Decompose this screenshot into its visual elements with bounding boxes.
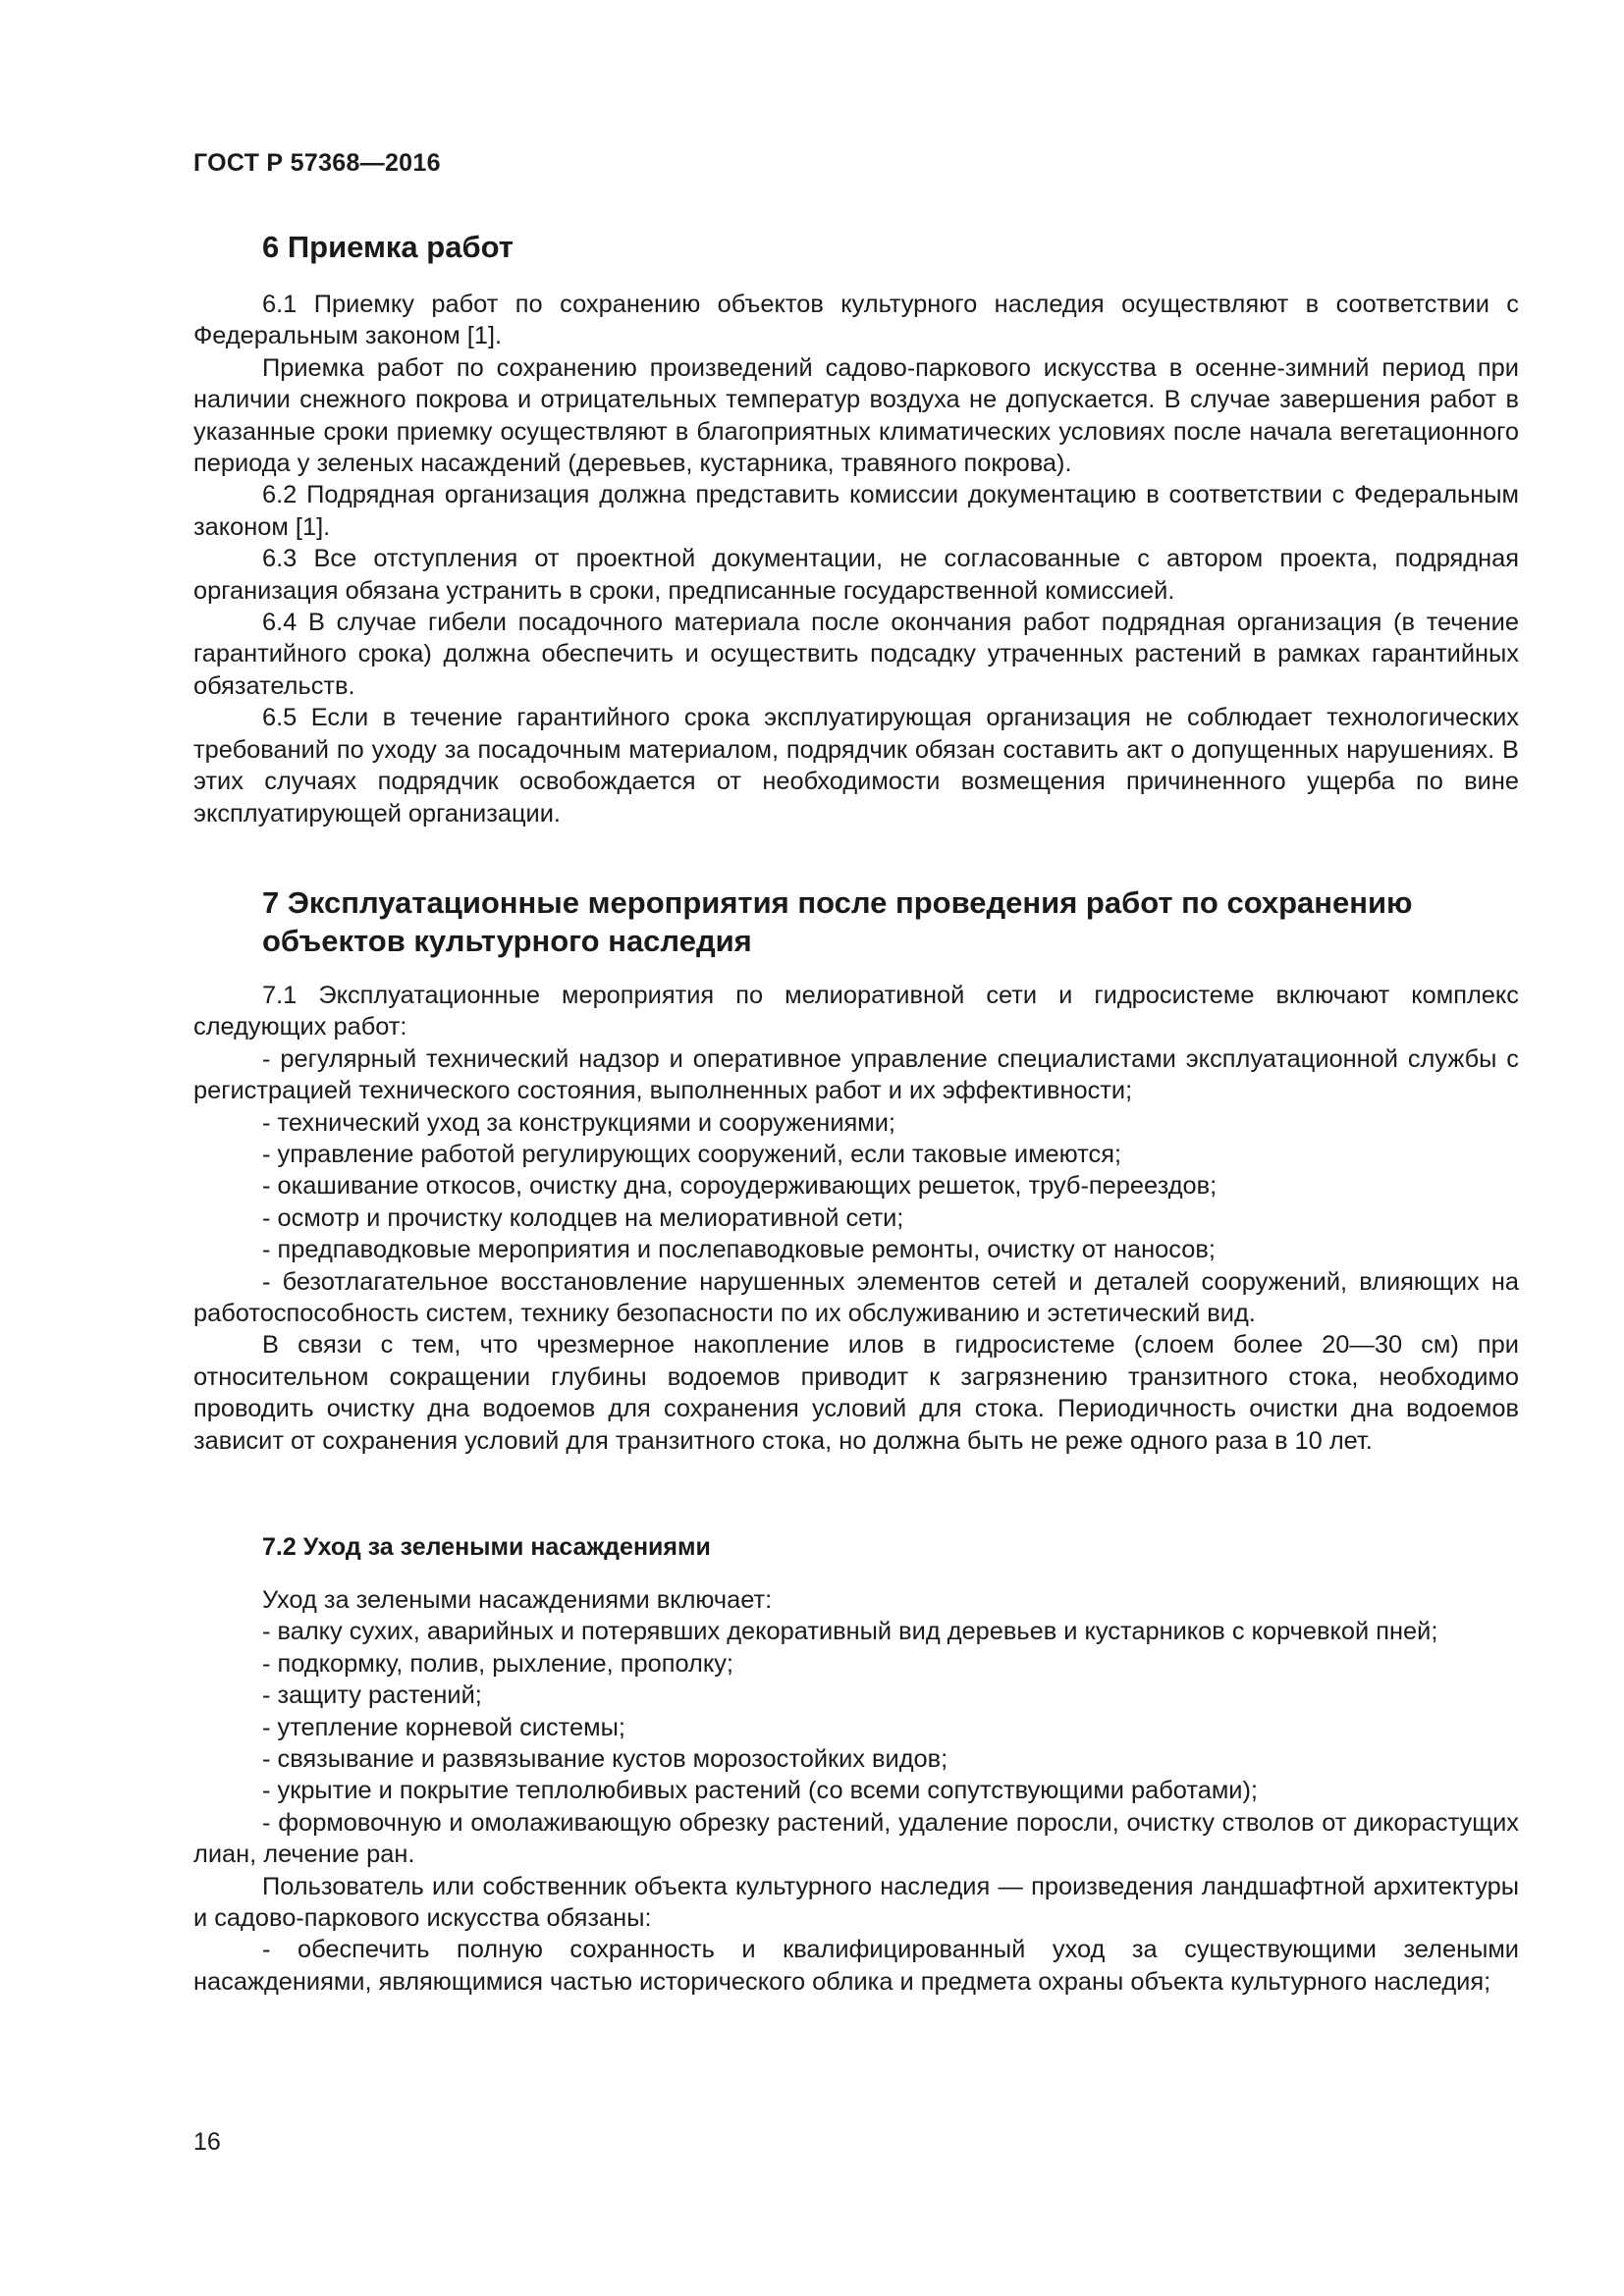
section-6 bbox=[193, 228, 1519, 829]
document-code: ГОСТ Р 57368—2016 bbox=[193, 149, 441, 177]
list-item: - регулярный технический надзор и оперативное управление специалистами эксплуатационной службы с регистрацией технического состояния, выполненных работ и их эффективности; bbox=[193, 1044, 1519, 1105]
list-item: - подкормку, полив, рыхление, прополку; bbox=[262, 1649, 733, 1678]
section-7-title: 7 Эксплуатационные мероприятия после проведения работ по сохранению объектов культурного наследия bbox=[262, 885, 1413, 958]
section-6-title: 6 Приемка работ bbox=[262, 230, 514, 264]
section-7-2 bbox=[193, 1531, 1519, 1998]
paragraph: 6.5 Если в течение гарантийного срока эксплуатирующая организация не соблюдает технологических требований по уходу за посадочным материалом, подрядчик обязан составить акт о допущенных нарушениях. В этих случаях подрядчик освобождается от необходимости возмещения причиненного ущерба по вине эксплуатирующей организации. bbox=[193, 704, 1519, 828]
paragraph: Пользователь или собственник объекта культурного наследия — произведения ландшафтной архитектуры и садово-паркового искусства обязаны: bbox=[193, 1872, 1519, 1933]
list-item: - осмотр и прочистку колодцев на мелиоративной сети; bbox=[262, 1203, 904, 1232]
section-7 bbox=[193, 883, 1519, 1457]
list-item: - защиту растений; bbox=[262, 1682, 482, 1710]
list-item: - укрытие и покрытие теплолюбивых растений (со всеми сопутствующими работами); bbox=[262, 1777, 1258, 1805]
section-7-2-title: 7.2 Уход за зелеными насаждениями bbox=[262, 1533, 711, 1561]
paragraph: 6.2 Подрядная организация должна представить комиссии документацию в соответствии с Федеральным законом [1]. bbox=[193, 481, 1519, 541]
paragraph: В связи с тем, что чрезмерное накопление илов в гидросистеме (слоем более 20—30 см) при относительном сокращении глубины водоемов приводит к загрязнению транзитного стока, необходимо проводить очистку дна водоемов для сохранения условий для стока. Периодичность очистки дна водоемов зависит от сохранения условий для транзитного стока, но должна быть не реже одного раза в 10 лет. bbox=[193, 1331, 1519, 1455]
list-item: - управление работой регулирующих сооружений, если таковые имеются; bbox=[262, 1141, 1121, 1169]
list-item: - валку сухих, аварийных и потерявших декоративный вид деревьев и кустарников с корчевкой пней; bbox=[262, 1618, 1438, 1646]
paragraph: 6.4 В случае гибели посадочного материала после окончания работ подрядная организация (в течение гарантийного срока) должна обеспечить и осуществить подсадку утраченных растений в рамках гарантийных обязательств. bbox=[193, 609, 1519, 700]
paragraph: 6.3 Все отступления от проектной документации, не согласованные с автором проекта, подрядная организация обязана устранить в сроки, предписанные государственной комиссией. bbox=[193, 545, 1519, 605]
page-number: 16 bbox=[193, 2128, 221, 2156]
list-item: - утепление корневой системы; bbox=[262, 1713, 625, 1741]
paragraph: Уход за зелеными насаждениями включает: bbox=[262, 1586, 773, 1614]
paragraph: Приемка работ по сохранению произведений садово-паркового искусства в осенне-зимний период при наличии снежного покрова и отрицательных температур воздуха не допускается. В случае завершения работ в указанные сроки приемку осуществляют в благоприятных климатических условиях после начала вегетационного периода у зеленых насаждений (деревьев, кустарника, травяного покрова). bbox=[193, 353, 1519, 478]
paragraph: 7.1 Эксплуатационные мероприятия по мелиоративной сети и гидросистеме включают комплекс следующих работ: bbox=[193, 982, 1519, 1041]
list-item: - связывание и развязывание кустов морозостойких видов; bbox=[262, 1745, 948, 1774]
list-item: - обеспечить полную сохранность и квалифицированный уход за существующими зелеными насаждениями, являющимися частью исторического облика и предмета охраны объекта культурного наследия; bbox=[193, 1936, 1519, 1996]
list-item: - технический уход за конструкциями и сооружениями; bbox=[262, 1108, 895, 1137]
list-item: - предпаводковые мероприятия и послепаводковые ремонты, очистку от наносов; bbox=[262, 1236, 1216, 1264]
paragraph: 6.1 Приемку работ по сохранению объектов культурного наследия осуществляют в соответствии с Федеральным законом [1]. bbox=[193, 291, 1519, 350]
list-item: - окашивание откосов, очистку дна, сороудерживающих решеток, труб-переездов; bbox=[262, 1172, 1218, 1201]
list-item: - безотлагательное восстановление нарушенных элементов сетей и деталей сооружений, влияющих на работоспособность систем, технику безопасности по их обслуживанию и эстетический вид. bbox=[193, 1267, 1519, 1328]
list-item: - формовочную и омолаживающую обрезку растений, удаление поросли, очистку стволов от дикорастущих лиан, лечение ран. bbox=[193, 1808, 1519, 1869]
